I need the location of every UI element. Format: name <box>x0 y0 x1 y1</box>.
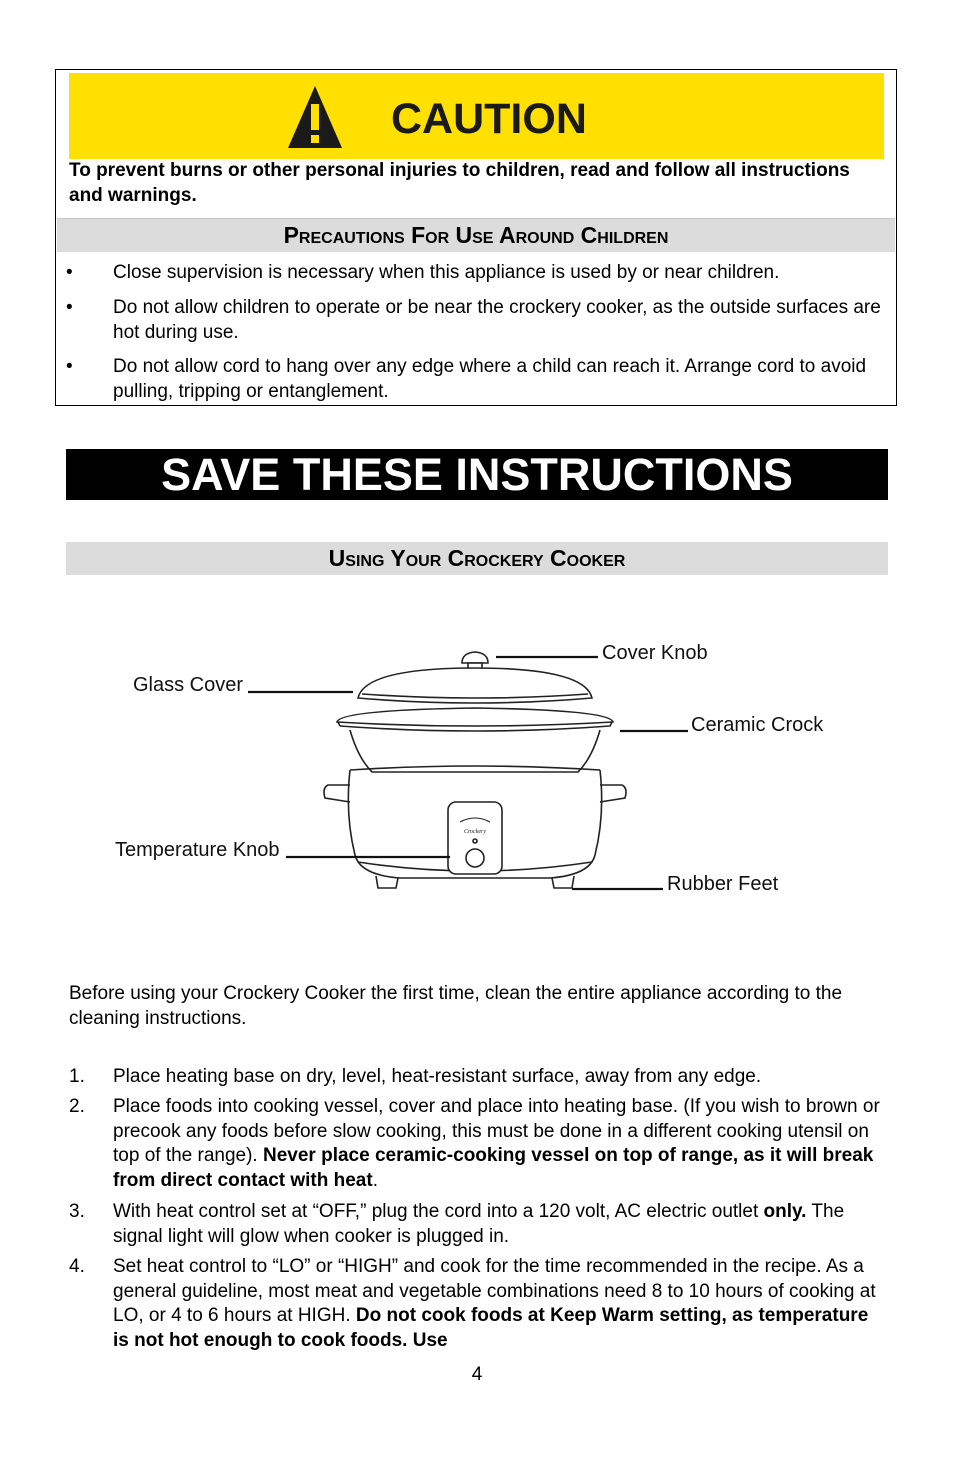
intro-paragraph: Before using your Crockery Cooker the first time, clean the entire appliance according to the cleaning instructions. <box>69 983 843 1029</box>
rubber-feet-label: Rubber Feet <box>667 873 779 895</box>
caution-banner <box>69 73 884 159</box>
warning-triangle-icon <box>285 82 345 152</box>
caution-box: CAUTION To prevent burns or other personal injuries to children, read and follow all instructions and warnings. Precautions For Use Around Children • Close supervision is necessary when this appliance is used by or near children. • Do not allow children to operate or be near the crockery cooker, as the outside surfaces are hot during use. • Do not allow cord to hang over any edge where a child can reach it. Arrange cord to avoid pulling, tripping or entanglement. <box>55 69 897 406</box>
using-heading: Using Your Crockery Cooker <box>66 542 888 575</box>
glass-cover-label: Glass Cover <box>133 674 244 696</box>
save-instructions-banner: SAVE THESE INSTRUCTIONS <box>66 449 888 500</box>
page-number: 4 <box>471 1364 483 1385</box>
bullet-icon: • <box>66 297 73 318</box>
bullet-icon: • <box>66 356 73 377</box>
temperature-knob-label: Temperature Knob <box>115 839 280 861</box>
bullet-icon: • <box>66 262 73 283</box>
svg-text:Crockery: Crockery <box>463 829 487 835</box>
caution-word: CAUTION <box>391 95 587 143</box>
cover-knob-label: Cover Knob <box>602 642 708 664</box>
ceramic-crock-label: Ceramic Crock <box>691 714 824 736</box>
precautions-heading: Precautions For Use Around Children <box>57 218 895 252</box>
cooker-diagram <box>100 630 860 920</box>
caution-intro: To prevent burns or other personal injuries to children, read and follow all instructions and warnings. <box>69 160 850 206</box>
